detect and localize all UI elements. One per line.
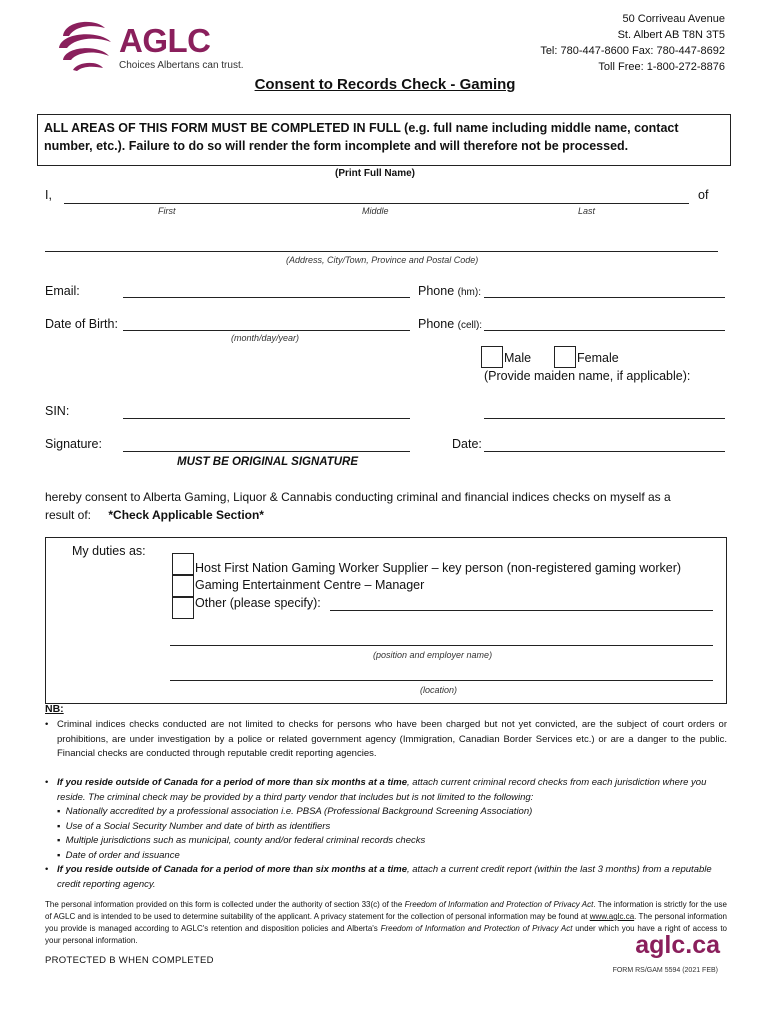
- phone-home-field[interactable]: [484, 297, 725, 298]
- foip-act-reference: Freedom of Information and Protection of Privacy Act: [380, 924, 573, 933]
- bullet-icon: •: [45, 777, 49, 788]
- email-field[interactable]: [123, 297, 410, 298]
- privacy-text: . The personal information you provide is managed according to AGLC's retention and disposition policies and Alberta's: [45, 912, 727, 933]
- result-of-label: result of:: [45, 508, 92, 522]
- nb-bullet-text: [57, 863, 727, 892]
- of-label: of: [698, 188, 709, 202]
- nb-bullet-text: Criminal indices checks conducted are not limited to checks for persons who have been charged but not yet convicted, are the subject of court orders or prohibitions, are under investigation by a police or related government agency (Immigration, Canadian Border Services etc.) or are a danger to the public. Financial checks are conducted through reputable credit reporting agencies.: [57, 719, 727, 759]
- nb-bullet-criminal-record-abroad: [45, 776, 727, 863]
- nb-bullet-criminal-indices: [45, 718, 727, 762]
- aglc-logo-wordmark: AGLC: [119, 22, 211, 59]
- address-caption: (Address, City/Town, Province and Postal Code): [286, 255, 479, 265]
- dob-field[interactable]: [123, 330, 410, 331]
- position-employer-field[interactable]: [170, 645, 713, 646]
- phone-home-label-text: Phone: [418, 284, 455, 298]
- nb-bullet-bold: If you reside outside of Canada for a period of more than six months at a time: [57, 864, 407, 875]
- duty-gaming-centre-manager-label: Gaming Entertainment Centre – Manager: [195, 578, 425, 592]
- aglc-website-link[interactable]: www.aglc.ca: [589, 912, 635, 921]
- print-full-name-caption: (Print Full Name): [334, 168, 415, 179]
- signature-label: Signature:: [45, 437, 102, 451]
- i-label: I,: [45, 188, 52, 202]
- sin-field[interactable]: [123, 418, 410, 419]
- phone-cell-label: [418, 317, 482, 331]
- sin-label: SIN:: [45, 404, 70, 418]
- address-field[interactable]: [45, 251, 718, 252]
- nb-sub-item: [57, 849, 727, 864]
- female-checkbox[interactable]: [554, 346, 576, 368]
- nb-sub-item-text: Use of a Social Security Number and date of birth as identifiers: [65, 820, 331, 832]
- check-applicable-note: *Check Applicable Section*: [108, 508, 264, 522]
- dob-caption: (month/day/year): [231, 333, 300, 343]
- duty-host-first-nation-label: Host First Nation Gaming Worker Supplier – key person (non-registered gaming worker): [195, 561, 682, 575]
- nb-bullet-rest: , attach a current credit report (within the last 3 months) from a reputable credit reporting agency.: [57, 864, 712, 890]
- address-line: St. Albert AB T8N 3T5: [617, 29, 725, 41]
- bullet-icon: •: [45, 719, 49, 730]
- completion-notice: [37, 114, 731, 166]
- location-caption: (location): [420, 685, 458, 695]
- square-bullet-icon: ▪: [57, 835, 61, 846]
- dob-label: Date of Birth:: [45, 317, 118, 331]
- square-bullet-icon: ▪: [57, 806, 61, 817]
- first-name-caption: First: [158, 206, 176, 216]
- date-field[interactable]: [484, 451, 725, 452]
- phone-cell-label-text: Phone: [418, 317, 455, 331]
- duty-other-field[interactable]: [330, 610, 713, 611]
- maiden-name-field[interactable]: [484, 418, 725, 419]
- nb-sub-item-text: Multiple jurisdictions such as municipal, county and/or federal criminal records checks: [65, 835, 426, 846]
- foip-act-reference: Freedom of Information and Protection of Privacy Act: [404, 900, 594, 909]
- nb-sub-item: [57, 834, 727, 849]
- bullet-icon: •: [45, 864, 49, 875]
- nb-title: NB:: [45, 703, 64, 715]
- privacy-text: under which you have a right of access to your personal information.: [45, 924, 727, 945]
- male-checkbox[interactable]: [481, 346, 503, 368]
- middle-name-caption: Middle: [362, 206, 389, 216]
- form-number: FORM RS/GAM 5594 (2021 FEB): [612, 967, 718, 974]
- duty-other-checkbox[interactable]: [172, 597, 194, 619]
- position-caption: (position and employer name): [373, 650, 493, 660]
- nb-sub-list: [57, 805, 727, 863]
- aglc-site-logo: aglc.ca: [635, 931, 720, 959]
- privacy-statement: [45, 899, 727, 947]
- privacy-text: . The information is strictly for the use of AGLC and is intended to be used to determine suitability of the applicant. A privacy statement for the collection of personal information may be found at: [45, 900, 727, 921]
- nb-sub-item: [57, 820, 727, 835]
- phone-cell-suffix: (cell):: [457, 320, 483, 331]
- aglc-logo: [55, 14, 245, 76]
- signature-field[interactable]: [123, 451, 410, 452]
- duties-label: My duties as:: [72, 544, 146, 558]
- protected-b-label: PROTECTED B WHEN COMPLETED: [45, 955, 214, 966]
- duty-other-label: Other (please specify):: [195, 596, 321, 610]
- aglc-logo-mark-icon: [55, 14, 115, 74]
- phone-fax-line: Tel: 780-447-8600 Fax: 780-447-8692: [540, 45, 725, 57]
- location-field[interactable]: [170, 680, 713, 681]
- consent-text: hereby consent to Alberta Gaming, Liquor & Cannabis conducting criminal and financial indices checks on myself as a: [45, 490, 671, 504]
- phone-cell-field[interactable]: [484, 330, 725, 331]
- nb-sub-item: [57, 805, 727, 820]
- nb-bullet-credit-report-abroad: [45, 863, 727, 892]
- nb-sub-item-text: Nationally accredited by a professional association i.e. PBSA (Professional Background Screening Association): [65, 806, 533, 817]
- toll-free-line: Toll Free: 1-800-272-8876: [598, 61, 725, 73]
- consent-statement: [45, 488, 735, 524]
- email-label: Email:: [45, 284, 80, 298]
- maiden-name-label: (Provide maiden name, if applicable):: [484, 369, 691, 383]
- date-label: Date:: [452, 437, 482, 451]
- duty-gaming-centre-manager-checkbox[interactable]: [172, 575, 194, 597]
- male-label: Male: [504, 351, 532, 365]
- full-name-field[interactable]: [64, 203, 689, 204]
- phone-home-label: [418, 284, 481, 298]
- square-bullet-icon: ▪: [57, 849, 61, 861]
- female-label: Female: [577, 351, 619, 365]
- address-block: [540, 11, 725, 75]
- nb-bullet-rest: , attach current criminal record checks from each jurisdiction where you reside. The criminal check may be provided by a third party vendor that includes but is not limited to the following:: [57, 777, 707, 803]
- form-title: Consent to Records Check - Gaming: [254, 76, 516, 93]
- address-line: 50 Corriveau Avenue: [622, 13, 725, 25]
- nb-bullet-bold: If you reside outside of Canada for a period of more than six months at a time: [57, 777, 407, 788]
- duty-host-first-nation-checkbox[interactable]: [172, 553, 194, 575]
- square-bullet-icon: ▪: [57, 820, 61, 832]
- last-name-caption: Last: [578, 206, 596, 216]
- phone-home-suffix: (hm):: [457, 287, 481, 298]
- nb-sub-item-text: Date of order and issuance: [65, 849, 180, 861]
- privacy-text: The personal information provided on this form is collected under the authority of section 33(c) of the: [45, 900, 403, 909]
- original-signature-note: MUST BE ORIGINAL SIGNATURE: [177, 456, 359, 468]
- completion-notice-text: ALL AREAS OF THIS FORM MUST BE COMPLETED IN FULL (e.g. full name including middle name, contact number, etc.). Failure to do so will render the form incomplete and will therefore not be processed.: [44, 121, 679, 153]
- aglc-logo-tagline: Choices Albertans can trust.: [119, 60, 244, 71]
- nb-bullet-text: [57, 776, 727, 805]
